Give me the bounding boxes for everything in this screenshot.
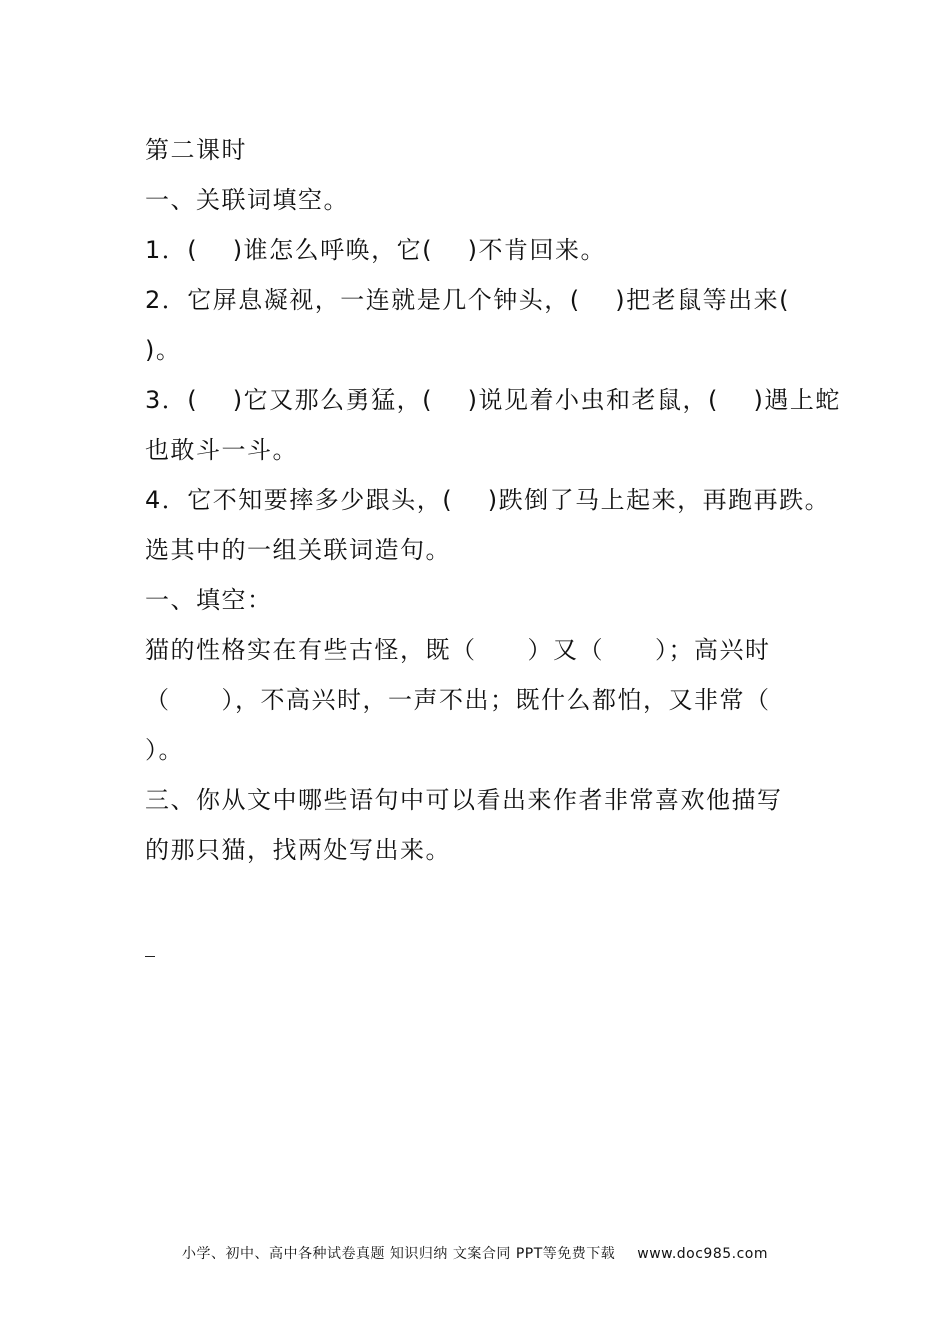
answer-line-mark (145, 956, 155, 957)
question-2-line-1: 2．它屏息凝视，一连就是几个钟头，( )把老鼠等出来( (145, 286, 790, 314)
footer-text: 小学、初中、高中各种试卷真题 知识归纳 文案合同 PPT等免费下载 (181, 1246, 616, 1262)
section-three-line-2: 的那只猫，找两处写出来。 (145, 836, 451, 864)
fill-blank-line-3: ）。 (145, 736, 184, 764)
fill-blank-line-2: （ ），不高兴时，一声不出；既什么都怕，又非常（ (145, 686, 771, 714)
section-heading-fill-blank: 一、填空： (145, 586, 273, 614)
question-2-line-2: )。 (145, 336, 182, 364)
section-heading-conjunctions: 一、关联词填空。 (145, 186, 349, 214)
question-4: 4．它不知要摔多少跟头，( )跌倒了马上起来，再跑再跌。 (145, 486, 831, 514)
fill-blank-line-1: 猫的性格实在有些古怪，既（ ）又（ ）；高兴时 (145, 636, 771, 664)
question-1: 1．( )谁怎么呼唤，它( )不肯回来。 (145, 236, 606, 264)
page-footer (0, 1243, 950, 1263)
question-3-line-2: 也敢斗一斗。 (145, 436, 298, 464)
section-three-line-1: 三、你从文中哪些语句中可以看出来作者非常喜欢他描写 (145, 786, 783, 814)
sentence-making-instruction: 选其中的一组关联词造句。 (145, 536, 451, 564)
footer-url[interactable]: www.doc985.com (637, 1246, 769, 1262)
worksheet-body (145, 125, 841, 875)
question-3-line-1: 3．( )它又那么勇猛，( )说见着小虫和老鼠，( )遇上蛇 (145, 386, 841, 414)
lesson-title: 第二课时 (145, 136, 247, 164)
